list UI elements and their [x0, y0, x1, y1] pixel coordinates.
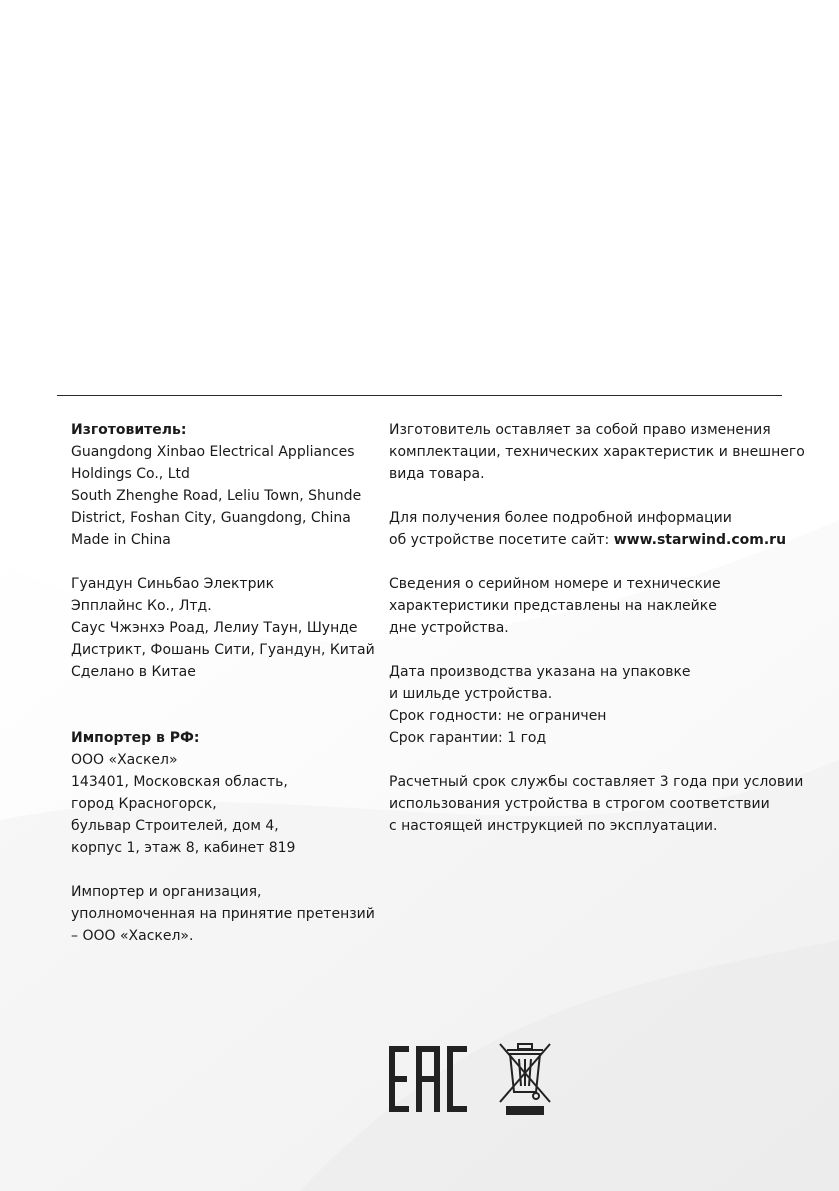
manufacturer-ru-line: Эпплайнс Ко., Лтд. [71, 598, 212, 614]
importer-line: корпус 1, этаж 8, кабинет 819 [71, 840, 296, 856]
left-column [71, 419, 375, 947]
divider-line [57, 395, 782, 396]
production-line: Срок годности: не ограничен [389, 708, 607, 724]
manufacturer-en-line: Holdings Co., Ltd [71, 466, 190, 482]
manufacturer-ru-line: Гуандун Синьбао Электрик [71, 576, 275, 592]
production-line: Срок гарантии: 1 год [389, 730, 547, 746]
rights-line: Изготовитель оставляет за собой право изменения [389, 422, 771, 438]
website-link[interactable]: www.starwind.com.ru [613, 532, 787, 548]
info-prefix: об устройстве посетите сайт: [389, 532, 614, 548]
manufacturer-en-line: South Zhenghe Road, Leliu Town, Shunde [71, 488, 362, 504]
rights-line: комплектации, технических характеристик и внешнего [389, 444, 805, 460]
claims-line: Импортер и организация, [71, 884, 262, 900]
manufacturer-ru-line: Сделано в Китае [71, 664, 196, 680]
info-line-with-site [389, 529, 809, 551]
manufacturer-ru-line: Саус Чжэнхэ Роад, Лелиу Таун, Шунде [71, 620, 358, 636]
info-line: Для получения более подробной информации [389, 510, 732, 526]
manufacturer-en-line: District, Foshan City, Guangdong, China [71, 510, 351, 526]
importer-line: город Красногорск, [71, 796, 217, 812]
manufacturer-en-line: Guangdong Xinbao Electrical Appliances [71, 444, 355, 460]
service-line: с настоящей инструкцией по эксплуатации. [389, 818, 718, 834]
weee-crossed-bin-icon [498, 1042, 552, 1116]
manufacturer-en-line: Made in China [71, 532, 171, 548]
manufacturer-ru-line: Дистрикт, Фошань Сити, Гуандун, Китай [71, 642, 375, 658]
right-column [389, 419, 809, 837]
importer-line: бульвар Строителей, дом 4, [71, 818, 279, 834]
importer-line: ООО «Хаскел» [71, 752, 178, 768]
importer-line: 143401, Московская область, [71, 774, 288, 790]
service-line: использования устройства в строгом соответствии [389, 796, 770, 812]
eac-logo-icon [389, 1046, 467, 1112]
claims-line: уполномоченная на принятие претензий [71, 906, 375, 922]
service-line: Расчетный срок службы составляет 3 года при условии [389, 774, 804, 790]
serial-line: характеристики представлены на наклейке [389, 598, 717, 614]
manufacturer-heading: Изготовитель: [71, 422, 187, 438]
importer-heading: Импортер в РФ: [71, 730, 200, 746]
claims-line: – ООО «Хаскел». [71, 928, 194, 944]
serial-line: Сведения о серийном номере и технические [389, 576, 721, 592]
serial-line: дне устройства. [389, 620, 509, 636]
production-line: и шильде устройства. [389, 686, 553, 702]
production-line: Дата производства указана на упаковке [389, 664, 691, 680]
rights-line: вида товара. [389, 466, 485, 482]
